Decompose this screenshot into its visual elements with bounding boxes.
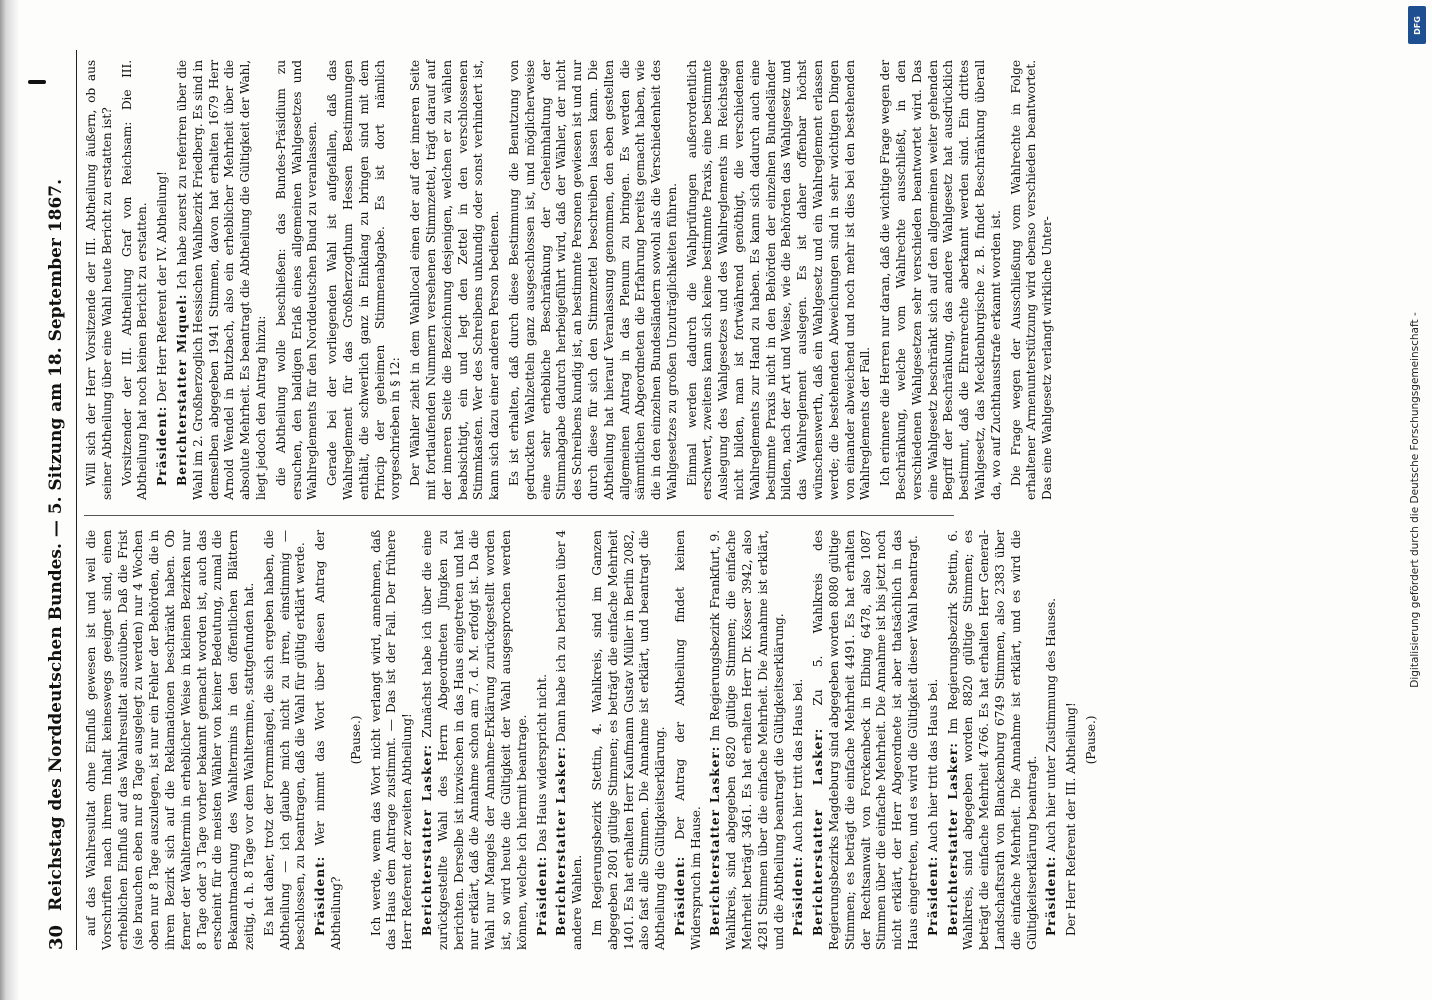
paragraph <box>155 60 171 500</box>
speaker-name: Präsident: <box>791 855 806 936</box>
paragraph <box>708 530 787 950</box>
header-rule <box>76 50 77 950</box>
speaker-name: Berichterstatter Lasker: <box>419 743 434 936</box>
speaker-name: Präsident: <box>925 855 940 936</box>
speaker-name: Präsident: <box>313 855 328 936</box>
digitization-credit-text: Digitalisierung gefördert durch die Deutsche Forschungsgemeinschaft - <box>1409 312 1422 688</box>
paragraph <box>369 530 416 950</box>
paragraph <box>811 530 922 950</box>
text-column-left <box>84 530 1099 950</box>
paragraph <box>325 60 404 500</box>
paragraph-text: Vorsitzender der III. Abtheilung Graf von Reichsam: Die III. Abtheilung hat noch keinen Bericht zu erstatten. <box>119 60 150 500</box>
paragraph-text: Die Frage wegen der Ausschließung vom Wahlrechte in Folge erhaltener Armenunterstützung wird ebenso verschieden beantwortet. Das eine Wahlgesetz verlangt wirkliche Unter- <box>1008 60 1055 500</box>
paragraph-text: Es hat daher, trotz der Formmängel, die sich ergeben haben, die Abtheilung — ich glaube mich nicht zu irren, einstimmig — beschlossen, zu beantragen, daß die Wahl für gültig erklärt werde. <box>261 530 308 950</box>
paragraph-text: Zunächst habe ich über die eine zurückgestellte Wahl des Herrn Abgeordneten Jüngken zu berichten. Derselbe ist inzwischen in das Haus eingetreten und hat nur erklärt, daß die Annahme schon am 7. d. M. erfolgt ist. Da die Wahl nur Mangels der Annahme-Erklärung zurückgestellt worden ist, so wird heute die Gültigkeit der Wahl ausgesprochen werden können, welche ich hiermit beantrage. <box>419 530 529 950</box>
paragraph-text: Der Herr Referent der IV. Abtheilung! <box>155 171 170 406</box>
paragraph-text: Wer nimmt das Wort über diesen Antrag der Abtheilung? <box>313 530 343 950</box>
paragraph <box>590 530 669 950</box>
speaker-name: Präsident: <box>534 855 549 936</box>
paragraph-text: Auch hier tritt das Haus bei. <box>925 678 940 856</box>
paragraph <box>1044 530 1060 950</box>
paragraph-text: Einmal werden dadurch die Wahlprüfungen außerordentlich erschwert, zweitens kann sich keine bestimmte Praxis, eine bestimmte Auslegung des Wahlgesetzes und des Wahlreglements im Reichstage nicht bilden, man ist fortwährend genöthigt, die verschiedenen Wahlreglements zur Hand zu haben. Es kann sich dadurch auch eine bestimmte Praxis nicht in den Behörden der einzelnen Bundesländer bilden, nach der Art und Weise, wie die Behörden das Wahlgesetz und das Wahlreglement auslegen. Es ist daher offenbar höchst wünschenswerth, daß ein Wahlgesetz und ein Wahlreglement erlassen werde; die bestehenden Abweichungen sind in sehr wichtigen Dingen von einander abweichend und noch mehr ist dies bei den bestehenden Wahlreglements der Fall. <box>684 60 873 500</box>
paragraph <box>507 60 681 500</box>
paragraph <box>554 530 586 950</box>
paragraph-text: Es ist erhalten, daß durch diese Bestimmung die Benutzung von gedruckten Wahlzetteln ganz ausgeschlossen ist, und möglicherweise eine sehr erhebliche Beschränkung der Geheimhaltung der Stimmabgabe dadurch herbeigeführt wird, daß der Wähler, der nicht des Schreibens kundig ist, an bestimmte Personen gewiesen ist und nur durch diese für sich den Stimmzettel beschreiben lassen kann. Die Abtheilung hat hierauf Veranlassung genommen, den eben gestellten allgemeinen Antrag in das Plenum zu bringen. Es werden die sämmtlichen Abgeordneten die Erfahrung bereits gemacht haben, wie die in den einzelnen Bundesländern sowohl als die Verschiedenheit des Wahlgesetzes zu großen Unzuträglichkeiten führen. <box>506 60 679 500</box>
paragraph-text: Ich habe zuerst zu referiren über die Wahl im 2. Großherzoglich Hessischen Wahlbezirk Friedberg. Es sind in demselben abgegeben 1941 Stimmen, davon hat erhalten 1679 Herr Arnold Wendel in Butzbach, also ein erheblicher Mehrheit über die absolute Mehrheit. Es beantragt die Abtheilung die Gültigkeit der Wahl, liegt jedoch den Antrag hinzu: <box>174 60 268 500</box>
speaker-name: Präsident: <box>1044 855 1059 936</box>
paragraph <box>349 530 365 950</box>
paragraph <box>946 530 1041 950</box>
paragraph <box>535 530 551 950</box>
paragraph-text: Ich werde, wenn das Wort nicht verlangt wird, annehmen, daß das Haus dem Antrage zustimmt. — Das ist der Fall. Der frühere Herr Referent der zweiten Abtheilung! <box>368 530 415 950</box>
paragraph-text: Zu 5. Wahlkreis des Regierungsbezirks Magdeburg sind abgegeben worden 8080 gültige Stimmen; es beträgt die einfache Mehrheit 4491. Es hat erhalten der Rechtsanwalt von Forckenbeck in Elbing 6478, also 1087 Stimmen über die einfache Mehrheit. Die Annahme ist bis jetzt noch nicht erklärt, der Herr Abgeordnete ist aber thatsächlich in das Haus eingetreten, und es wird die Gültigkeit dieser Wahl beantragt. <box>811 530 921 950</box>
speaker-name: Berichterstatter Lasker: <box>945 742 960 936</box>
paragraph <box>685 60 875 500</box>
paragraph-text: die Abtheilung wolle beschließen: das Bundes-Präsidium zu ersuchen, den baldigen Erlaß eines allgemeinen Wahlgesetzes und Wahlreglements für den Norddeutschen Bund zu veranlassen. <box>273 60 320 500</box>
paragraph <box>926 530 942 950</box>
running-header <box>40 50 72 950</box>
speaker-name: Berichterstatter Lasker: <box>554 746 569 936</box>
speaker-name: Berichterstatter Lasker: <box>811 727 826 936</box>
paragraph-text: auf das Wahlresultat ohne Einfluß gewesen ist und weil die Vorschriften nach ihrem Inhalt keineswegs geeignet sind, einen erheblichen Einfluß auf das Wahlresultat auszuüben. Daß die Frist (sie brauchen eben nur 8 Tage ausgelegt zu werden) nur 4 Wochen oben nur 8 Tage auszulegen, ist nur ein Fehler der Behörden, die in ihrem Bezirk sich auf die Reklamationen beschränkt haben. Ob ferner der Wahltermin in erheblicher Weise in kleinen Bezirken nur 8 Tage oder 3 Tage vorher bekannt gemacht worden ist, auch das erscheint für die meisten Wähler von keiner Bedeutung, zumal die Bekanntmachung des Wahltermins in den öffentlichen Blättern zeitig, d. h. 8 Tage vor dem Wahltermine, stattgefunden hat. <box>84 530 256 950</box>
paragraph-text: Der Wähler zieht in dem Wahllocal einen der auf der inneren Seite mit fortlaufenden Nummern versehenen Stimmzettel, trägt darauf auf der inneren Seite die Bezeichnung desjenigen, welchen er zu wählen beabsichtigt, ein und legt den Zettel in den verschlossenen Stimmkasten. Wer des Schreibens unkundig oder sonst verhindert ist, kann sich dazu einer anderen Person bedienen. <box>408 60 502 500</box>
speaker-name: Präsident: <box>155 405 170 486</box>
paragraph-text: Im Regierungsbezirk Frankfurt, 9. Wahlkreis, sind abgegeben 6820 gültige Stimmen; die einfache Mehrheit beträgt 3461. Es hat erhalten Herr Dr. Kösser 3942, also 4281 Stimmen über die einfache Mehrheit. Die Annahme ist erklärt, und die Abtheilung beantragt die Gültigkeitserklärung. <box>708 530 786 950</box>
paragraph-text: (Pause.) <box>348 715 363 765</box>
speaker-name: Präsident: <box>672 855 687 936</box>
column-divider <box>84 515 954 516</box>
paragraph-text: Auch hier unter Zustimmung des Hauses. <box>1044 598 1059 856</box>
paragraph-text: Im Regierungsbezirk Stettin, 6. Wahlkreis, sind abgegeben worden 8820 gültige Stimmen; es beträgt die einfache Mehrheit 4766. Es hat erhalten Herr General-Landschaftsrath von Blanckenburg 6749 Stimmen, also 2383 über die einfache Mehrheit. Die Annahme ist erklärt, und es wird die Gültigkeitserklärung beantragt. <box>945 530 1039 950</box>
paragraph <box>1009 60 1056 500</box>
paragraph <box>84 60 116 500</box>
dfg-logo <box>1408 6 1426 44</box>
speaker-name: Berichterstatter Miquel: <box>174 293 189 486</box>
paragraph-text: Dann habe ich zu berichten über 4 andere Wahlen. <box>554 530 585 950</box>
text-column-right <box>84 59 1055 500</box>
paragraph <box>673 530 705 950</box>
paragraph <box>878 60 1004 500</box>
paragraph-text: Will sich der Herr Vorsitzende der III. Abtheilung äußern, ob aus seiner Abtheilung über eine Wahl heute Bericht zu erstatten ist? <box>84 60 114 500</box>
paragraph-text: Der Antrag der Abtheilung findet keinen Widerspruch im Hause. <box>672 530 703 950</box>
dfg-logo-text: DFG <box>1412 15 1422 35</box>
paragraph <box>120 60 152 500</box>
paragraph-text: Gerade bei der vorliegenden Wahl ist aufgefallen, daß das Wahlreglement für das Großherzogthum Hessen Bestimmungen enthält, die schwerlich ganz in Einklang zu bringen sind mit dem Princip der geheimen Stimmenabgabe. Es ist dort nämlich vorgeschrieben in § 12: <box>325 60 403 500</box>
paragraph <box>313 530 345 950</box>
paragraph <box>274 60 321 500</box>
book-gutter-shadow <box>0 0 20 1000</box>
paragraph-text: Das Haus widerspricht nicht. <box>534 674 549 856</box>
rotated-page-content <box>40 40 1400 960</box>
paragraph <box>1064 530 1080 950</box>
paragraph <box>420 530 531 950</box>
paragraph-text: (Pause.) <box>1084 715 1099 765</box>
page-title: Reichstag des Norddeutschen Bundes. — 5. Sitzung am 18. September 1867. <box>46 178 66 911</box>
paragraph <box>791 530 807 950</box>
paragraph <box>175 60 270 500</box>
digitization-credit <box>1400 0 1430 1000</box>
page-number: 30 <box>45 924 67 950</box>
paragraph <box>262 530 309 950</box>
paragraph <box>84 530 258 950</box>
paragraph-text: Der Herr Referent der III. Abtheilung! <box>1064 702 1079 936</box>
paragraph-text: Im Regierungsbezirk Stettin, 4. Wahlkreis, sind im Ganzen abgegeben 2801 gültige Stimmen; es beträgt die einfache Mehrheit 1401. Es hat erhalten Herr Kaufmann Gustav Müller in Berlin 2082, also fast alle Stimmen. Die Annahme ist erklärt, und beantragt die Abtheilung die Gültigkeitserklärung. <box>589 530 668 950</box>
paragraph-text: Ich erinnere die Herren nur daran, daß die wichtige Frage wegen der Beschränkung, welche vom Wahlrechte ausschließt, in den verschiedenen Wahlgesetzen sehr verschieden beantwortet wird. Das eine Wahlgesetz beschränkt sich auf den allgemeinen weiter gehenden Begriff der Beschränkung, das andere Wahlgesetz hat ausdrücklich bestimmt, daß die Ehrenrechte aberkannt werden sind. Ein drittes Wahlgesetz, das Mecklenburgische z. B. findet Beschränkung überall da, wo auf Zuchthausstrafe erkannt worden ist. <box>878 59 1003 500</box>
paragraph <box>1084 530 1100 950</box>
paragraph <box>408 60 503 500</box>
paragraph-text: Auch hier tritt das Haus bei. <box>791 678 806 856</box>
speaker-name: Berichterstatter Lasker: <box>708 745 723 936</box>
